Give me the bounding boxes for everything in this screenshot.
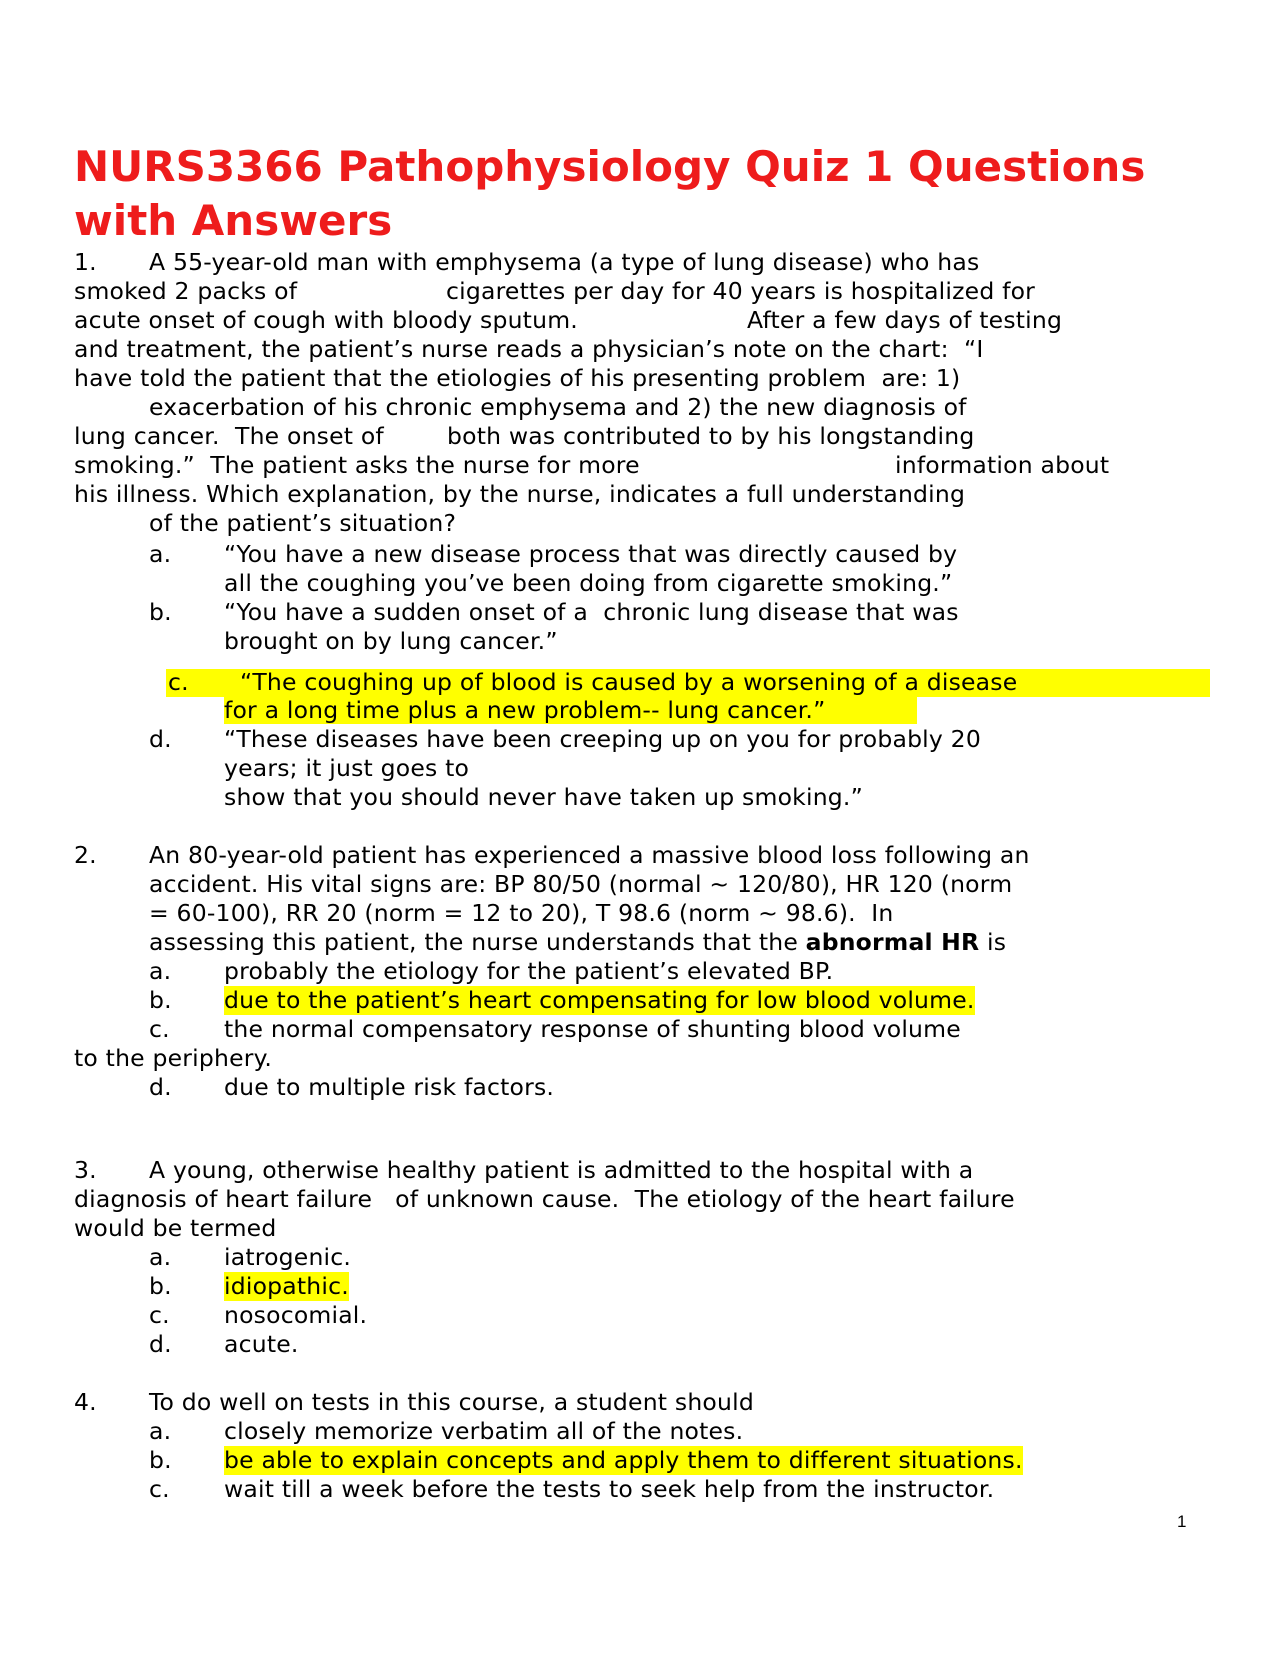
question-text-line: acute onset of cough with bloody sputum. <box>74 306 578 334</box>
question-text-line: = 60-100), RR 20 (norm = 12 to 20), T 98.6 (norm ~ 98.6). In <box>149 899 894 927</box>
question-number: 3. <box>74 1156 97 1184</box>
option-letter: b. <box>149 598 172 626</box>
question-text-line: smoked 2 packs of <box>74 277 298 305</box>
question-text-line: both was contributed to by his longstanding <box>447 422 975 450</box>
option-letter: a. <box>149 957 172 985</box>
question-text-segment: is <box>987 928 1007 956</box>
question-text-line: his illness. Which explanation, by the nurse, indicates a full understanding <box>74 480 966 508</box>
question-text-line: After a few days of testing <box>747 306 1063 334</box>
question-text-line <box>149 928 1006 957</box>
question-text-line: and treatment, the patient’s nurse reads a physician’s note on the chart: “I <box>74 335 984 363</box>
question-text-line: would be termed <box>74 1214 277 1242</box>
option-text: “You have a sudden onset of a chronic lung disease that was <box>224 598 959 626</box>
question-text-line: smoking.” The patient asks the nurse for more <box>74 451 640 479</box>
option-text: brought on by lung cancer.” <box>224 627 558 655</box>
option-text: to the periphery. <box>74 1044 273 1072</box>
option-text: due to the patient’s heart compensating for low blood volume. <box>224 986 975 1014</box>
question-text-line: have told the patient that the etiologies of his presenting problem are: 1) <box>74 364 961 392</box>
question-number: 2. <box>74 841 97 869</box>
question-text-line: A 55-year-old man with emphysema (a type of lung disease) who has <box>149 248 980 276</box>
question-text-line: An 80-year-old patient has experienced a massive blood loss following an <box>149 841 1030 869</box>
option-letter: c. <box>149 1475 170 1503</box>
document-title: NURS3366 Pathophysiology Quiz 1 Questions with Answers <box>74 142 1146 245</box>
question-text-line: information about <box>895 451 1110 479</box>
option-letter: b. <box>149 1272 172 1300</box>
question-number: 1. <box>74 248 97 276</box>
option-text: the normal compensatory response of shunting blood volume <box>224 1015 961 1043</box>
option-letter: c. <box>168 668 189 696</box>
option-text: acute. <box>224 1330 299 1358</box>
option-letter: b. <box>149 986 172 1014</box>
question-text-segment: assessing this patient, the nurse understands that the <box>149 928 798 956</box>
option-letter: c. <box>149 1301 170 1329</box>
option-letter: c. <box>149 1015 170 1043</box>
option-text: probably the etiology for the patient’s elevated BP. <box>224 957 834 985</box>
option-text: iatrogenic. <box>224 1243 352 1271</box>
option-text: “The coughing up of blood is caused by a worsening of a disease <box>240 668 1018 696</box>
option-letter: a. <box>149 1243 172 1271</box>
option-letter: a. <box>149 1417 172 1445</box>
option-text: be able to explain concepts and apply them to different situations. <box>224 1446 1023 1474</box>
option-letter: d. <box>149 1330 172 1358</box>
question-text-line: lung cancer. The onset of <box>74 422 384 450</box>
option-letter: b. <box>149 1446 172 1474</box>
question-text-line: exacerbation of his chronic emphysema and 2) the new diagnosis of <box>149 393 967 421</box>
option-text: for a long time plus a new problem-- lung cancer.” <box>224 696 826 724</box>
option-text: years; it just goes to <box>224 754 470 782</box>
page-number: 1 <box>1177 1512 1187 1531</box>
question-number: 4. <box>74 1388 97 1416</box>
option-text: all the coughing you’ve been doing from cigarette smoking.” <box>224 569 953 597</box>
option-text: idiopathic. <box>224 1272 349 1300</box>
option-text: show that you should never have taken up smoking.” <box>224 783 863 811</box>
option-text: due to multiple risk factors. <box>224 1073 555 1101</box>
question-text-line: A young, otherwise healthy patient is admitted to the hospital with a <box>149 1156 974 1184</box>
question-text-line: diagnosis of heart failure of unknown cause. The etiology of the heart failure <box>74 1185 1015 1213</box>
option-text: nosocomial. <box>224 1301 368 1329</box>
question-text-line: of the patient’s situation? <box>149 509 457 537</box>
option-letter: d. <box>149 725 172 753</box>
option-letter: d. <box>149 1073 172 1101</box>
question-text-line: To do well on tests in this course, a student should <box>149 1388 754 1416</box>
bold-emphasis: abnormal HR <box>805 928 980 956</box>
option-text: “You have a new disease process that was directly caused by <box>224 540 958 568</box>
option-letter: a. <box>149 540 172 568</box>
question-text-line: cigarettes per day for 40 years is hospitalized for <box>446 277 1036 305</box>
option-text: wait till a week before the tests to seek help from the instructor. <box>224 1475 995 1503</box>
option-text: “These diseases have been creeping up on you for probably 20 <box>224 725 981 753</box>
question-text-line: accident. His vital signs are: BP 80/50 (normal ~ 120/80), HR 120 (norm <box>149 870 1013 898</box>
option-text: closely memorize verbatim all of the notes. <box>224 1417 744 1445</box>
